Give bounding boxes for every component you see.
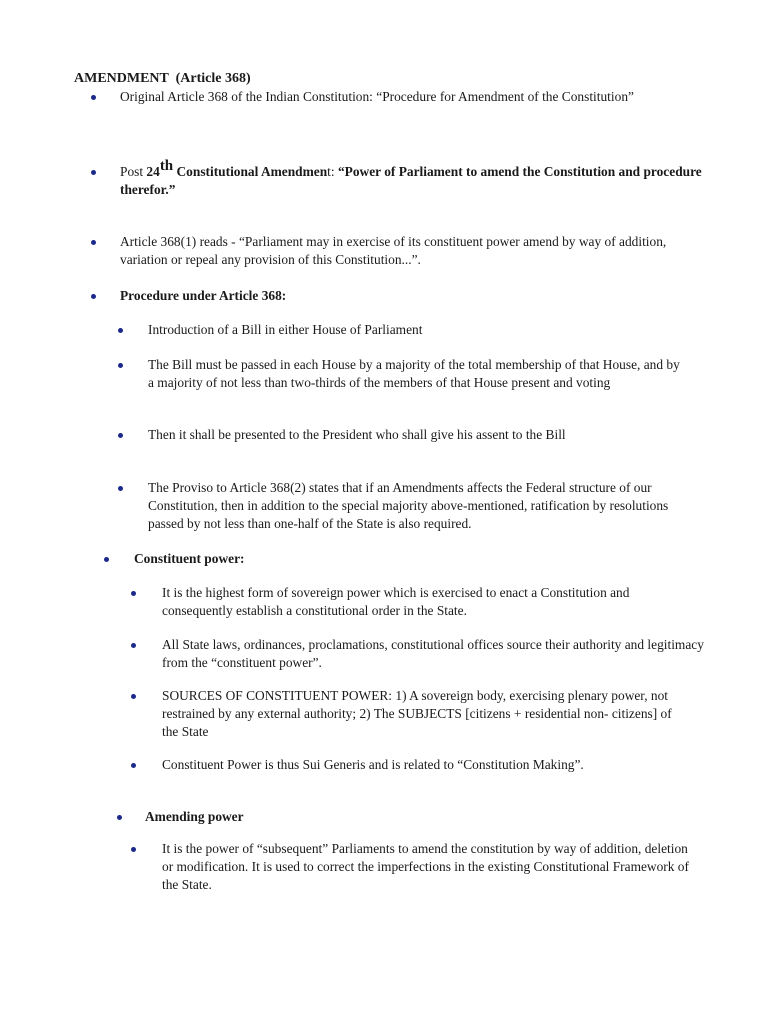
list-item: The Bill must be passed in each House by a majority of the total membership of that House, and by a majority of not less than two-thirds of the members of that House present and voting [148,357,680,390]
bullet-icon [131,763,136,768]
list-item-quote: “Power of Parliament to amend the Constitution and procedure therefor.” [120,164,702,197]
list-item: Introduction of a Bill in either House of Parliament [148,322,423,337]
bullet-icon [91,170,96,175]
list-item: All State laws, ordinances, proclamations, constitutional offices source their authority and legitimacy from the “constituent power”. [162,637,704,670]
list-item [120,158,720,199]
list-item: Article 368(1) reads - “Parliament may in exercise of its constituent power amend by way of addition, variation or repeal any provision of this Constitution...”. [120,234,667,267]
bullet-icon [91,95,96,100]
bullet-icon [118,328,123,333]
bullet-icon [91,240,96,245]
list-item: SOURCES OF CONSTITUENT POWER: 1) A sovereign body, exercising plenary power, not restrained by any external authority; 2) The SUBJECTS [citizens + residential non- citizens] of the State [162,688,672,739]
bullet-icon [118,433,123,438]
bullet-icon [91,294,96,299]
bullet-icon [131,591,136,596]
list-item: It is the power of “subsequent” Parliaments to amend the constitution by way of addition, deletion or modification. It is used to correct the imperfections in the existing Constitutional Framework of the State. [162,841,689,892]
bullet-icon [131,694,136,699]
document-title: AMENDMENT (Article 368) [74,71,251,86]
list-item: Original Article 368 of the Indian Constitution: “Procedure for Amendment of the Constitution” [120,89,634,104]
list-item: It is the highest form of sovereign power which is exercised to enact a Constitution and consequently establish a constitutional order in the State. [162,585,630,618]
list-item-text: t: [327,164,338,179]
bullet-icon [131,847,136,852]
list-item: The Proviso to Article 368(2) states that if an Amendments affects the Federal structure of our Constitution, then in addition to the special majority above-mentioned, ratification by resolutions passed by not less than one-half of the State is also required. [148,480,669,531]
list-item-text: Post [120,164,147,179]
bullet-icon [117,815,122,820]
section-heading: Amending power [145,809,244,824]
bullet-icon [118,486,123,491]
bullet-icon [131,643,136,648]
list-item: Constituent Power is thus Sui Generis and is related to “Constitution Making”. [162,757,584,772]
bullet-icon [118,363,123,368]
list-item-number: 24 [146,164,160,179]
section-heading: Procedure under Article 368: [120,288,287,303]
list-item-superscript: th [159,158,174,174]
list-item: Then it shall be presented to the President who shall give his assent to the Bill [148,427,566,442]
list-item-bold-text: Constitutional Amendmen [173,164,328,179]
section-heading: Constituent power: [134,551,245,566]
bullet-icon [104,557,109,562]
